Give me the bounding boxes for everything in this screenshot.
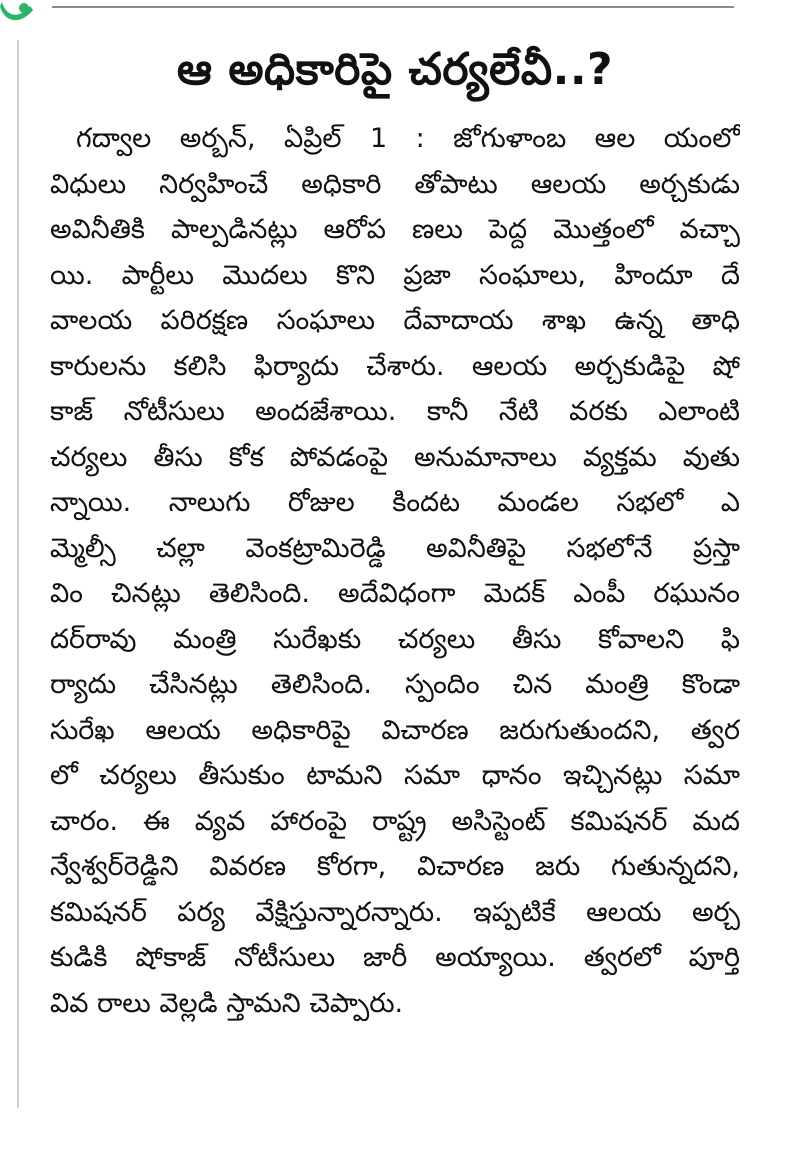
article-line: చర్యలు తీసు కోక పోవడంపై అనుమానాలు వ్యక్తమ వుతు xyxy=(50,441,740,473)
article-line: దర్‌రావు మంత్రి సురేఖకు చర్యలు తీసు కోవాలని ఫి xyxy=(50,623,740,655)
article-line: విం చినట్లు తెలిసింది. అదేవిధంగా మెదక్ ఎంపీ రఘునం xyxy=(50,578,740,609)
article-body xyxy=(50,116,740,1026)
article-line: వివ రాలు వెల్లడి స్తామని చెప్పారు. xyxy=(50,987,404,1019)
article-line: న్నాయి. నాలుగు రోజుల కిందట మండల సభలో ఎ xyxy=(50,487,740,518)
top-rule xyxy=(52,6,734,8)
article-line: యి. పార్టీలు మొదలు కొని ప్రజా సంఘాలు, హిందూ దే xyxy=(50,259,740,291)
article-line: చారం. ఈ వ్యవ హారంపై రాష్ట్ర అసిస్టెంట్ కమిషనర్ మద xyxy=(50,805,740,837)
article-headline: ఆ అధికారిపై చర్యలేవీ..? xyxy=(176,44,614,95)
article-line: కారులను కలిసి ఫిర్యాదు చేశారు. ఆలయ అర్చకుడిపై షో xyxy=(50,350,740,382)
article-line: మ్మెల్సీ చల్లా వెంకట్రామిరెడ్డి అవినీతిపై సభలోనే ప్రస్తా xyxy=(50,532,740,564)
article-line: వాలయ పరిరక్షణ సంఘాలు దేవాదాయ శాఖ ఉన్న తాధి xyxy=(50,305,740,336)
publication-logo-fragment-icon xyxy=(0,0,34,22)
column-rule xyxy=(17,40,19,1108)
article-line: లో చర్యలు తీసుకుం టామని సమా ధానం ఇచ్చినట్లు సమా xyxy=(50,760,740,791)
article-line: ర్యాదు చేసినట్లు తెలిసింది. స్పందిం చిన మంత్రి కొండా xyxy=(50,669,740,700)
article-line: అవినీతికి పాల్పడినట్లు ఆరోప ణలు పెద్ద మొత్తంలో వచ్చా xyxy=(50,214,740,245)
news-article xyxy=(50,30,740,1026)
article-line: కాజ్ నోటీసులు అందజేశాయి. కానీ నేటి వరకు ఎలాంటి xyxy=(50,396,740,427)
article-line: సురేఖ ఆలయ అధికారిపై విచారణ జరుగుతుందని, త్వర xyxy=(50,714,740,746)
article-line: కమిషనర్ పర్య వేక్షిస్తున్నారన్నారు. ఇప్పటికే ఆలయ అర్చ xyxy=(50,896,740,928)
article-line: గద్వాల అర్బన్, ఏప్రిల్ 1 : జోగుళాంబ ఆల యంలో xyxy=(76,123,740,154)
article-line: న్వేశ్వర్‌రెడ్డిని వివరణ కోరగా, విచారణ జరు గుతున్నదని, xyxy=(50,851,740,882)
article-line: విధులు నిర్వహించే అధికారి తోపాటు ఆలయ అర్చకుడు xyxy=(50,168,740,200)
article-line: కుడికి షోకాజ్ నోటీసులు జారీ అయ్యాయి. త్వరలో పూర్తి xyxy=(50,942,740,973)
